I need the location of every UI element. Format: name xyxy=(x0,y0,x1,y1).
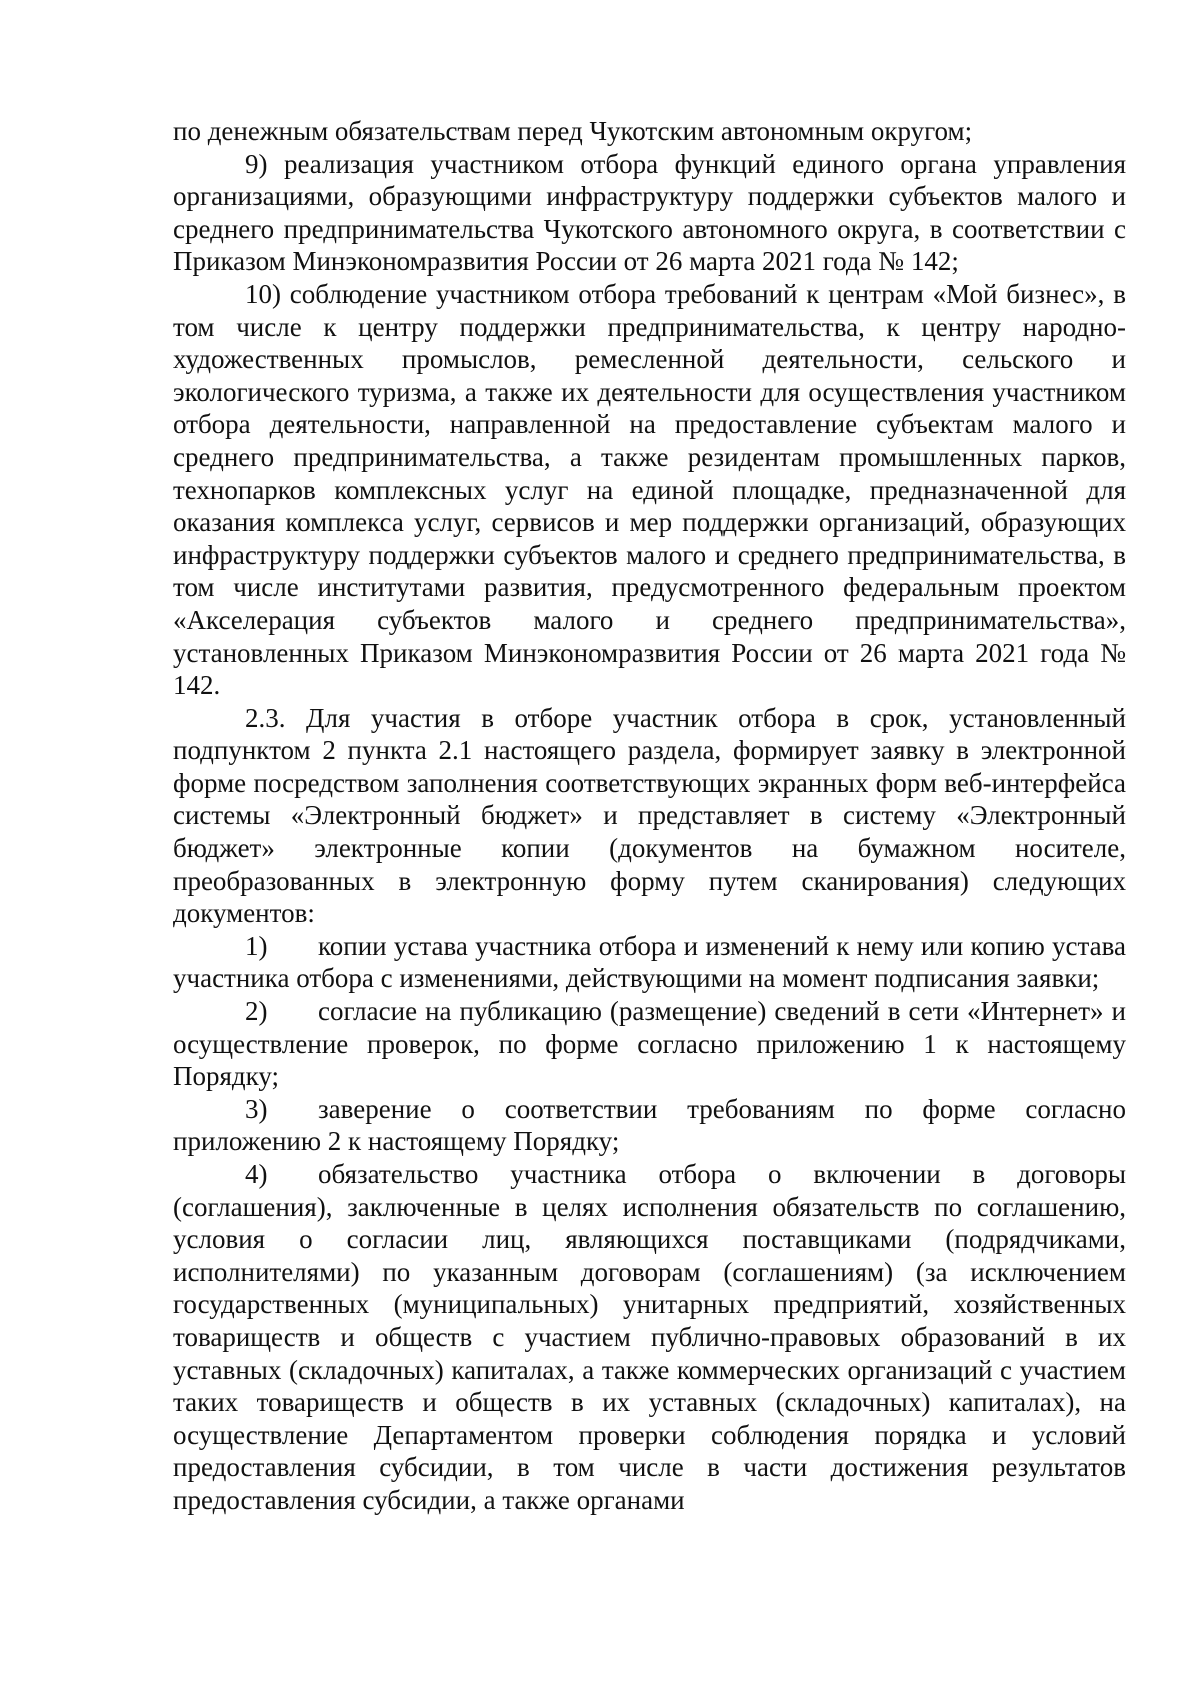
paragraph-text: 9) реализация участником отбора функций единого органа управления организациями, образующими инфраструктуру поддержки субъектов малого и среднего предпринимательства Чукотского автономного округа, в соответствии с Приказом Минэкономразвития России от 26 марта 2021 года № 142; xyxy=(173,148,1126,277)
list-number: 2) xyxy=(245,996,268,1027)
paragraph-section-2-3 xyxy=(173,702,1126,930)
list-item-text: обязательство участника отбора о включении в договоры (соглашения), заключенные в целях исполнения обязательств по соглашению, условия о согласии лиц, являющихся поставщиками (подрядчиками, исполнителями) по указанным договорам (соглашениям) (за исключением государственных (муниципальных) унитарных предприятий, хозяйственных товариществ и обществ с участием публично-правовых образований в их уставных (складочных) капиталах, а также коммерческих организаций с участием таких товариществ и обществ в их уставных (складочных) капиталах), на осуществление Департаментом проверки соблюдения порядка и условий предоставления субсидии, в том числе в части достижения результатов предоставления субсидии, а также органами xyxy=(173,1159,1126,1515)
paragraph-item-10 xyxy=(173,278,1126,702)
paragraph-continuation xyxy=(173,115,1126,148)
list-item-2 xyxy=(173,995,1126,1093)
list-number: 1) xyxy=(245,930,268,961)
list-item-text: согласие на публикацию (размещение) сведений в сети «Интернет» и осуществление проверок, по форме согласно приложению 1 к настоящему Порядку; xyxy=(173,996,1126,1092)
paragraph-text: по денежным обязательствам перед Чукотским автономным округом; xyxy=(173,116,973,146)
list-item-text: заверение о соответствии требованиям по форме согласно приложению 2 к настоящему Порядку; xyxy=(173,1093,1126,1157)
list-item-1 xyxy=(173,930,1126,995)
document-body xyxy=(173,115,1126,1517)
list-item-4 xyxy=(173,1158,1126,1517)
list-number: 4) xyxy=(245,1159,268,1189)
paragraph-text: 2.3. Для участия в отборе участник отбора в срок, установленный подпунктом 2 пункта 2.1 настоящего раздела, формирует заявку в электронной форме посредством заполнения соответствующих экранных форм веб-интерфейса системы «Электронный бюджет» и представляет в систему «Электронный бюджет» электронные копии (документов на бумажном носителе, преобразованных в электронную форму путем сканирования) следующих документов: xyxy=(173,702,1126,929)
list-number: 3) xyxy=(245,1093,268,1124)
list-item-3 xyxy=(173,1093,1126,1158)
paragraph-text: 10) соблюдение участником отбора требований к центрам «Мой бизнес», в том числе к центру поддержки предпринимательства, к центру народно-художественных промыслов, ремесленной деятельности, сельского и экологического туризма, а также их деятельности для осуществления участником отбора деятельности, направленной на предоставление субъектам малого и среднего предпринимательства, а также резидентам промышленных парков, технопарков комплексных услуг на единой площадке, предназначенной для оказания комплекса услуг, сервисов и мер поддержки организаций, образующих инфраструктуру поддержки субъектов малого и среднего предпринимательства, в том числе институтами развития, предусмотренного федеральным проектом «Акселерация субъектов малого и среднего предпринимательства», установленных Приказом Минэкономразвития России от 26 марта 2021 года № 142. xyxy=(173,278,1126,701)
list-item-text: копии устава участника отбора и изменений к нему или копию устава участника отбора с изменениями, действующими на момент подписания заявки; xyxy=(173,930,1126,994)
paragraph-item-9 xyxy=(173,148,1126,278)
